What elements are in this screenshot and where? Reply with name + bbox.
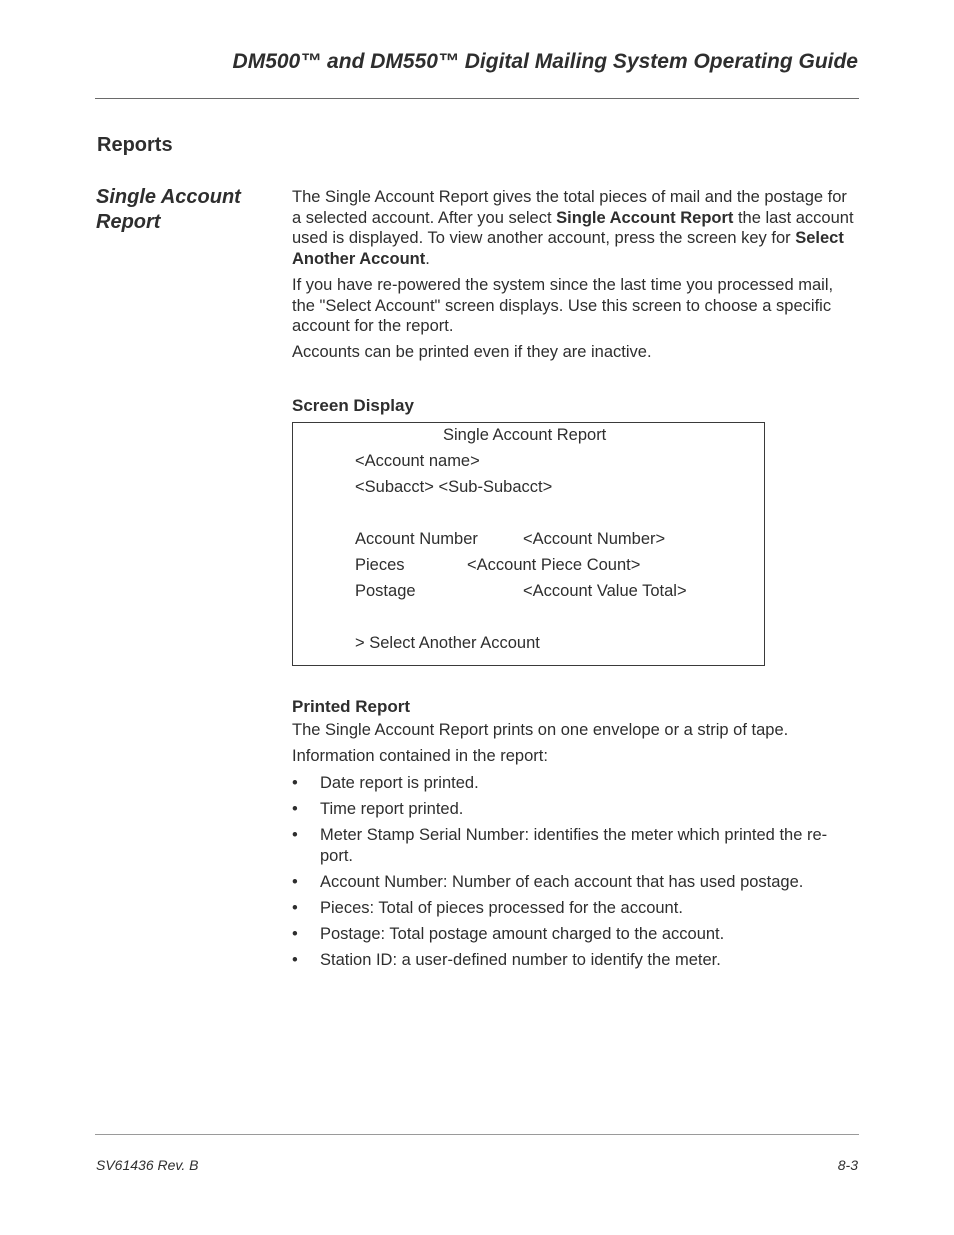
screen-display-heading: Screen Display <box>292 396 414 415</box>
bullet-icon: • <box>292 826 298 845</box>
intro-text: Accounts can be printed even if they are inactive. <box>292 343 652 361</box>
document-title: DM500™ and DM550™ Digital Mailing System Operating Guide <box>232 50 858 73</box>
list-item <box>292 799 860 820</box>
bullet-icon: • <box>292 800 298 819</box>
bullet-icon: • <box>292 898 298 917</box>
screen-row-label: Account Number <box>355 530 478 548</box>
list-item-text: Pieces: Total of pieces processed for the account. <box>320 898 683 917</box>
list-item-text: Time report printed. <box>320 800 464 819</box>
screen-title: Single Account Report <box>443 426 607 444</box>
list-item <box>292 825 860 866</box>
list-item-text: Station ID: a user-defined number to identify the meter. <box>320 951 721 970</box>
intro-paragraph-2 <box>292 275 860 337</box>
intro-text: If you have re-powered the system since the last time you processed mail, the "Select Account" screen displays. Use this screen to choose a specific account for the report. <box>292 276 834 335</box>
printed-report-text: Information contained in the report: <box>292 747 548 765</box>
list-item-text: Account Number: Number of each account that has used postage. <box>320 872 804 891</box>
bullet-icon: • <box>292 924 298 943</box>
footer-doc-id: SV61436 Rev. B <box>96 1157 199 1173</box>
list-item <box>292 950 860 971</box>
footer-divider <box>95 1134 859 1135</box>
list-item-text: Postage: Total postage amount charged to the account. <box>320 924 725 943</box>
screen-row-value: <Account Number> <box>523 530 666 548</box>
intro-text: . <box>425 249 430 268</box>
page-number: 8-3 <box>837 1157 858 1173</box>
bullet-icon: • <box>292 951 298 970</box>
intro-text: The Single Account Report gives the total pieces of mail and the postage for a selected account. After you select <box>292 188 847 227</box>
list-item <box>292 872 860 893</box>
bullet-icon: • <box>292 774 298 792</box>
side-heading: Single Account Report <box>96 186 241 233</box>
screen-row-label: Postage <box>355 582 416 600</box>
header-divider <box>95 98 859 99</box>
list-item-text: Meter Stamp Serial Number: identifies the meter which printed the re-port. <box>320 826 828 865</box>
screen-row-value: <Account Value Total> <box>523 582 687 600</box>
intro-paragraph-1 <box>292 187 860 269</box>
list-item-text: Date report is printed. <box>320 774 479 792</box>
report-info-list <box>292 773 860 976</box>
intro-text: the last account used is displayed. To view another account, press the screen key for <box>292 208 854 247</box>
screen-row-value: <Account Piece Count> <box>467 556 641 574</box>
bold-term: Select Another Account <box>292 229 844 268</box>
screen-subaccounts: <Subacct> <Sub-Subacct> <box>355 478 553 496</box>
printed-report-heading: Printed Report <box>292 697 411 716</box>
bold-term: Single Account Report <box>556 208 734 227</box>
list-item <box>292 898 860 919</box>
section-heading: Reports <box>97 134 173 156</box>
list-item <box>292 924 860 945</box>
screen-row-label: Pieces <box>355 556 405 574</box>
intro-paragraph-3 <box>292 342 860 363</box>
list-item <box>292 773 860 794</box>
bullet-icon: • <box>292 872 298 891</box>
screen-display-box <box>292 422 765 666</box>
printed-report-text: The Single Account Report prints on one envelope or a strip of tape. <box>292 721 789 739</box>
screen-account-name: <Account name> <box>355 452 480 470</box>
select-another-account-option: > Select Another Account <box>355 634 540 652</box>
